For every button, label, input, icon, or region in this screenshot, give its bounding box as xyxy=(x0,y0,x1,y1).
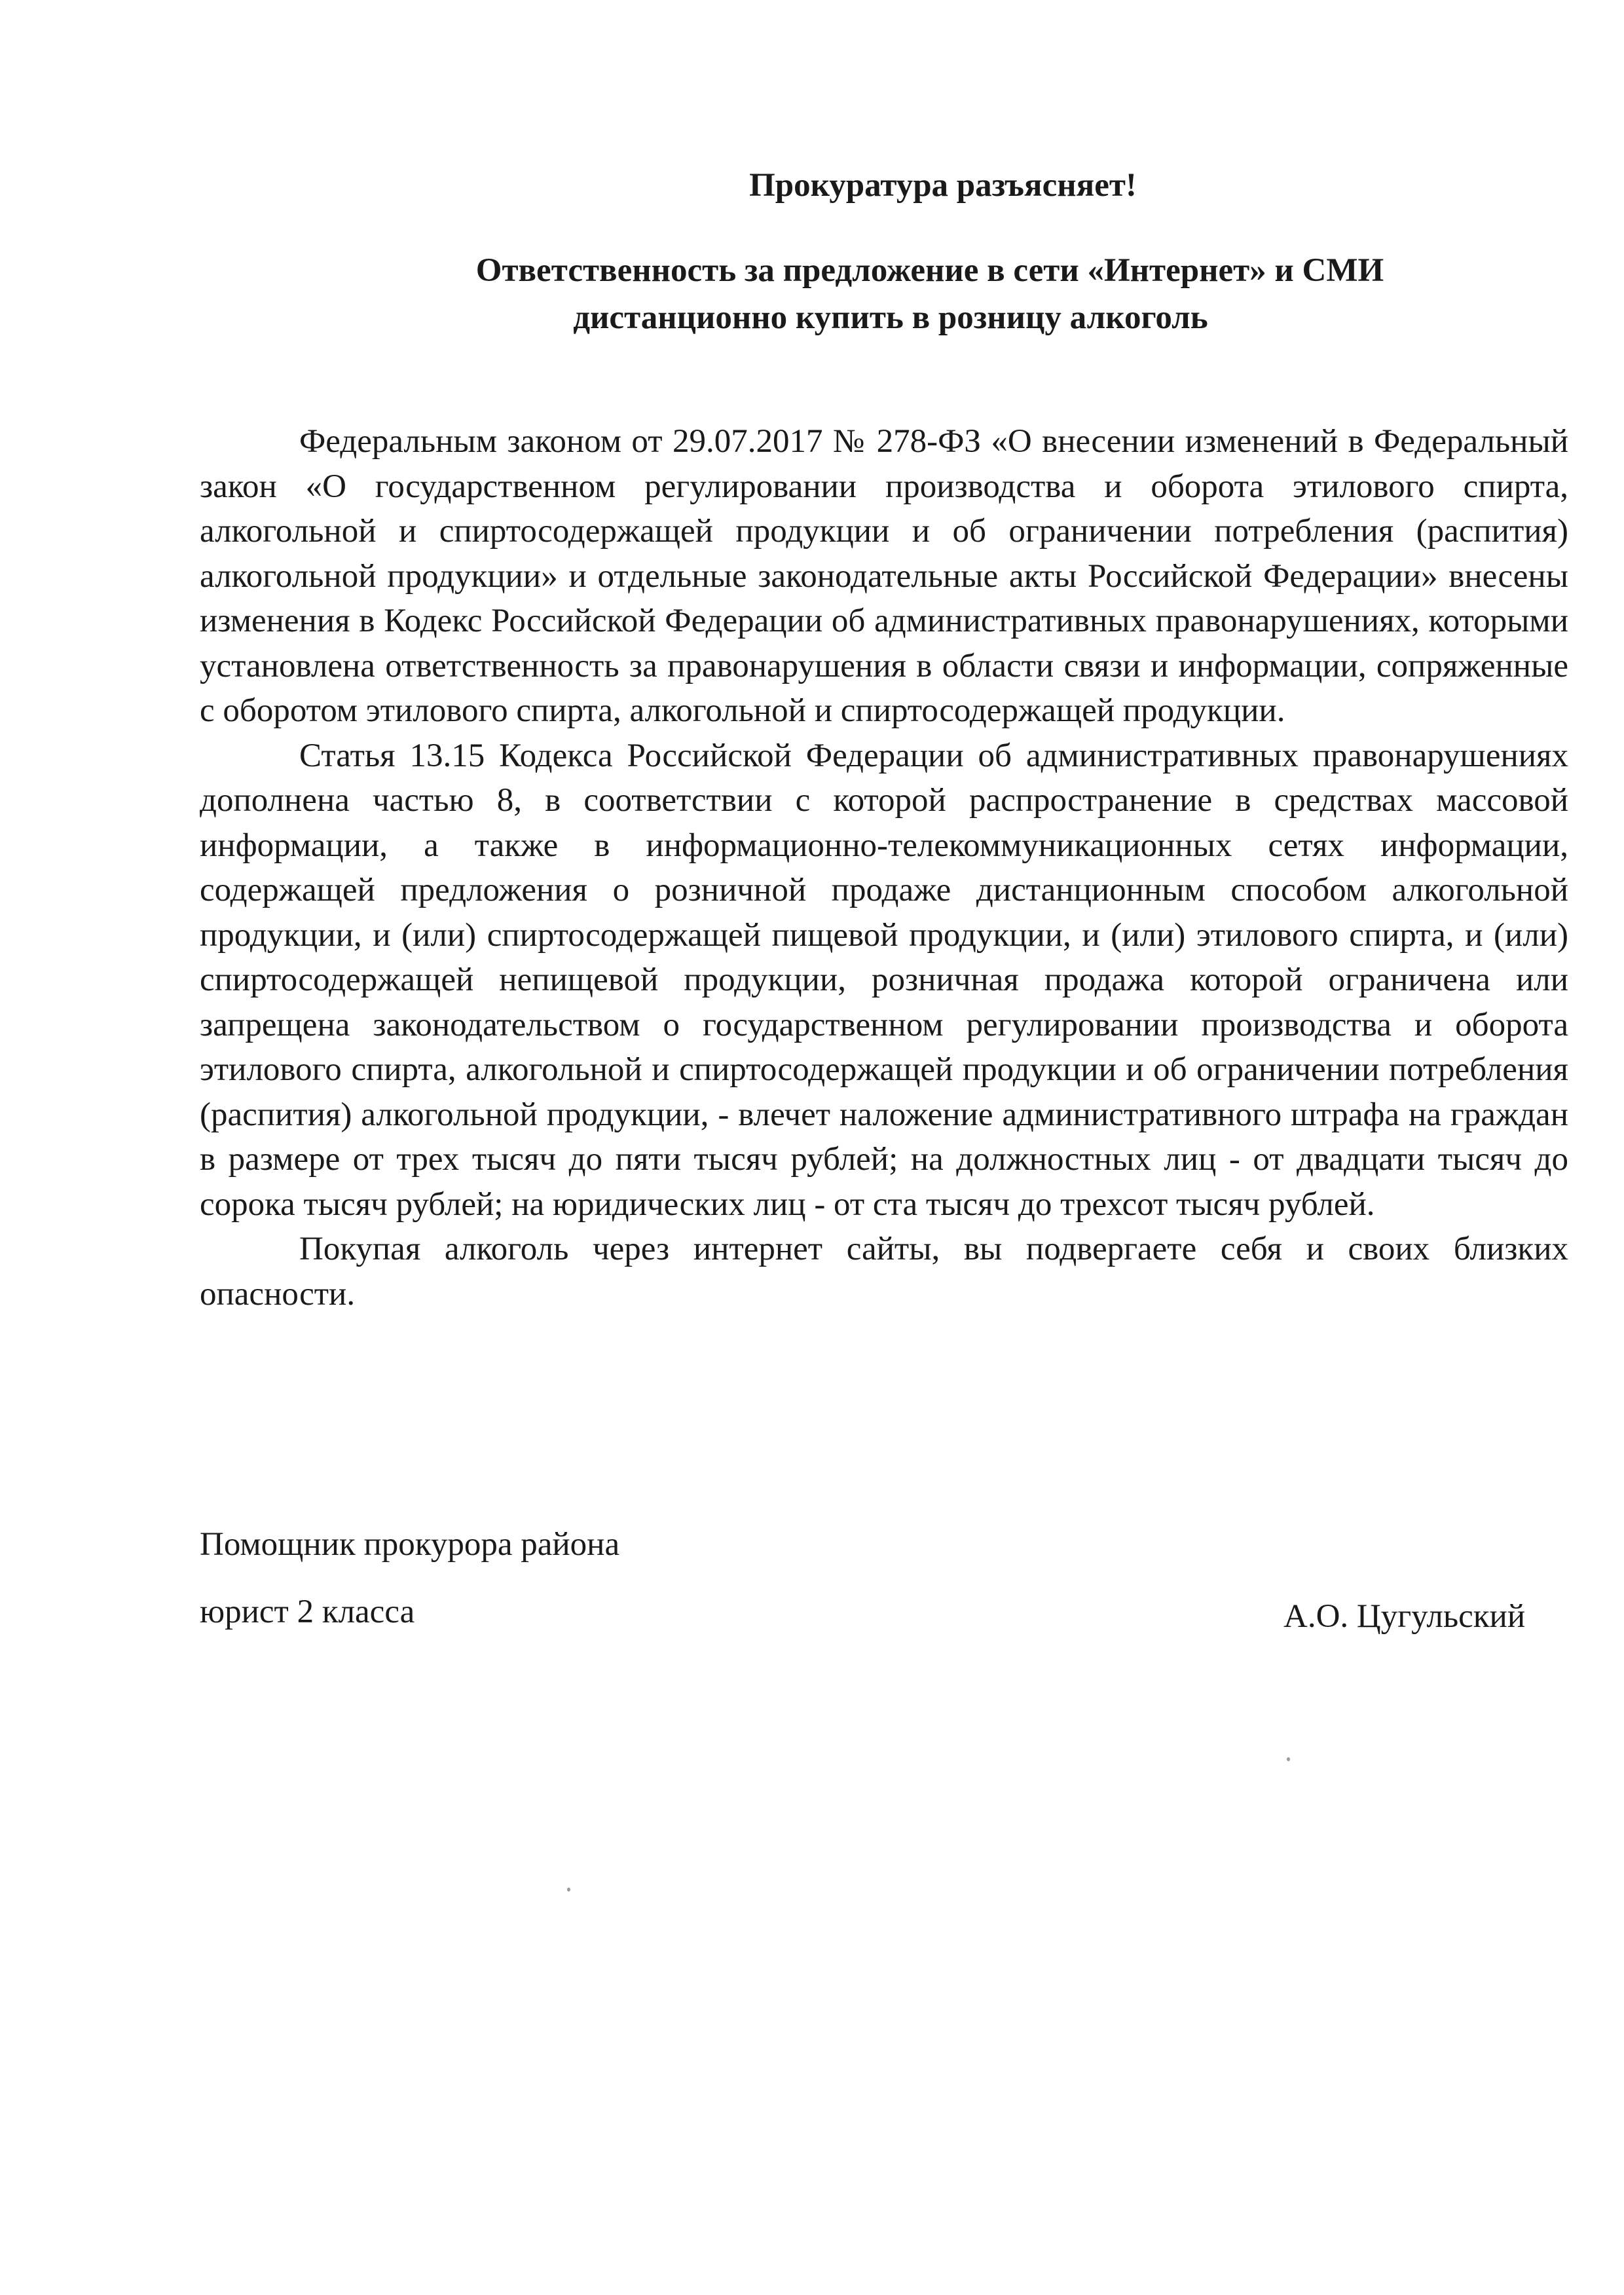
document-subtitle-line-2: дистанционно купить в розницу алкоголь xyxy=(573,299,1208,336)
signatory-position: Помощник прокурора района xyxy=(200,1526,620,1563)
paragraph-article-13-15: Статья 13.15 Кодекса Российской Федерации об административных правонарушениях дополнена частью 8, в соответствии с которой распространение в средствах массовой информации, а также в информационно-телекоммуникационных сетях информации, содержащей предложения о розничной продаже дистанционным способом алкогольной продукции, и (или) спиртосодержащей пищевой продукции, и (или) этилового спирта, и (или) спиртосодержащей непищевой продукции, розничная продажа которой ограничена или запрещена законодательством о государственном регулировании производства и оборота этилового спирта, алкогольной и спиртосодержащей продукции и об ограничении потребления (распития) алкогольной продукции, - влечет наложение административного штрафа на граждан в размере от трех тысяч до пяти тысяч рублей; на должностных лиц - от двадцати тысяч до сорока тысяч рублей; на юридических лиц - от ста тысяч до трехсот тысяч рублей. xyxy=(200,737,1568,1223)
signatory-name: А.О. Цугульский xyxy=(1283,1598,1526,1635)
document-subtitle-line-1: Ответственность за предложение в сети «Интернет» и СМИ xyxy=(475,252,1384,289)
scan-speck xyxy=(1287,1757,1290,1761)
document-title: Прокуратура разъясняет! xyxy=(749,167,1137,204)
scan-speck xyxy=(567,1888,570,1892)
signatory-rank: юрист 2 класса xyxy=(200,1594,415,1630)
paragraph-law-amendment: Федеральным законом от 29.07.2017 № 278-ФЗ «О внесении изменений в Федеральный закон «О государственном регулировании производства и оборота этилового спирта, алкогольной и спиртосодержащей продукции и об ограничении потребления (распития) алкогольной продукции» и отдельные законодательные акты Российской Федерации» внесены изменения в Кодекс Российской Федерации об административных правонарушениях, которыми установлена ответственность за правонарушения в области связи и информации, сопряженные с оборотом этилового спирта, алкогольной и спиртосодержащей продукции. xyxy=(200,423,1568,729)
paragraph-warning: Покупая алкоголь через интернет сайты, вы подвергаете себя и своих близких опасности. xyxy=(200,1231,1568,1313)
document-body xyxy=(200,419,1568,1316)
